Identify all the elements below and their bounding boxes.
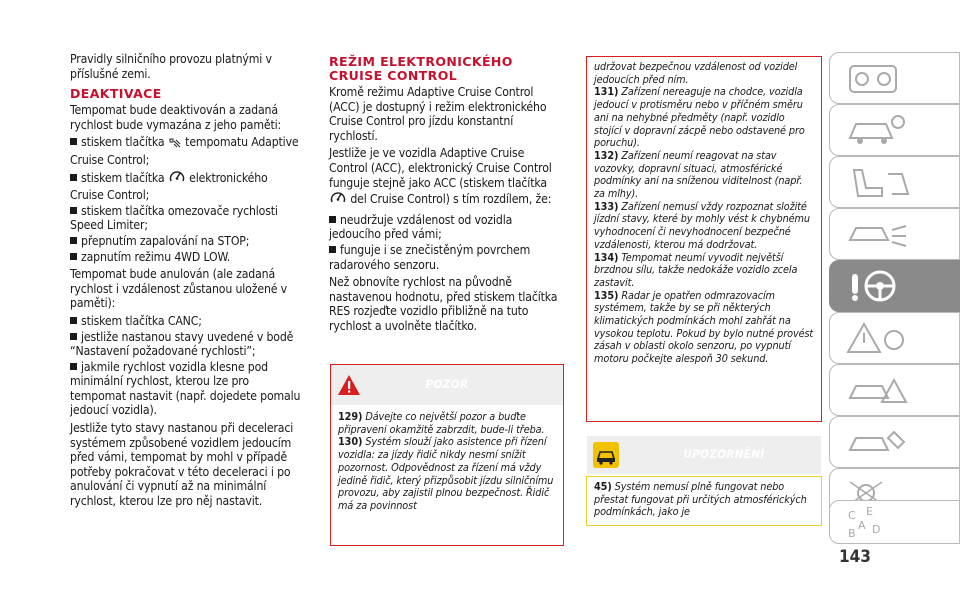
list-item: přepnutím zapalování na STOP; xyxy=(70,234,302,249)
cruise-acc-text: Jestliže je ve vozidla Adaptive Cruise Control (ACC), elektronický Cruise Control funguje stejně jako ACC (stiskem tlačítka del Cruise Control) s tím rozdílem, že: xyxy=(329,146,565,209)
tab-maintenance[interactable] xyxy=(829,416,960,468)
heading-deaktivace: DEAKTIVACE xyxy=(70,86,162,102)
upozorneni-title: UPOZORNĚNÍ xyxy=(683,447,765,461)
svg-text:E: E xyxy=(866,505,873,518)
bullet-icon xyxy=(70,333,77,340)
upozorneni-header xyxy=(587,436,821,474)
tab-index[interactable] xyxy=(829,500,960,544)
svg-text:D: D xyxy=(872,523,881,536)
list-item: 129) Dávejte co největší pozor a buďte připraveni okamžitě zabrzdit, bude-li třeba. xyxy=(338,410,545,436)
tab-dashboard[interactable] xyxy=(829,52,960,104)
heading-rezim-line1: REŽIM ELEKTRONICKÉHO xyxy=(329,54,513,69)
svg-text:A: A xyxy=(858,519,866,532)
list-item: 133) Zařízení nemusí vždy rozpoznat složité jízdní stavy, které by mohly vést k chybnému vyhodnocení či nevyhodnocení bezpečné vzdálenosti, kterou má dodržovat. xyxy=(594,199,810,251)
list-item: jestliže nastanou stavy uvedené v bodě “Nastavení požadované rychlosti”; xyxy=(70,329,294,359)
bullet-icon xyxy=(70,317,77,324)
pozor-header xyxy=(331,365,563,405)
tab-warning-lights[interactable] xyxy=(829,312,960,364)
page-number: 143 xyxy=(839,547,871,567)
tab-seats[interactable] xyxy=(829,156,960,208)
maintenance-icon xyxy=(842,424,942,462)
list-item: 134) Tempomat neumí vyvodit největší brzdnou sílu, takže nedokáže vozidlo zcela zastavit. xyxy=(594,250,798,289)
emergency-icon xyxy=(842,372,942,410)
intro-text: Pravidly silničního provozu platnými v příslušné zemi. xyxy=(70,52,272,81)
bullet-icon xyxy=(70,237,77,244)
deceleration-text: Jestliže tyto stavy nastanou při deceleraci systémem způsobené vozidlem jedoucím před vámi, tempomat by mohl v případě potřeby pokračovat v této deceleraci i po anulování či vypnutí až na minimální rychlost, kterou lze pro něj nastavit. xyxy=(70,421,294,509)
pozor-box xyxy=(330,364,564,546)
tab-emergency[interactable] xyxy=(829,364,960,416)
continued-text: udržovat bezpečnou vzdálenost od vozidel jedoucích před ním. xyxy=(594,60,798,86)
pozor-continued-box xyxy=(586,56,822,422)
bullet-icon xyxy=(70,253,77,260)
pozor-content xyxy=(331,405,563,513)
alphabet-index-icon xyxy=(842,503,942,541)
list-item: stiskem tlačítka tempomatu Adaptive Cruise Control; xyxy=(70,135,299,167)
heading-rezim-line2: CRUISE CONTROL xyxy=(329,68,458,83)
car-warning-icon xyxy=(593,442,619,472)
pozor-continued-content xyxy=(587,57,821,366)
column-2 xyxy=(329,55,565,337)
cruise-control-icon xyxy=(329,190,347,210)
car-info-icon xyxy=(842,112,942,150)
tab-car-info[interactable] xyxy=(829,104,960,156)
car-dashboard-icon xyxy=(842,60,942,98)
list-item: 135) Radar je opatřen odmrazovacím systémem, takže by se při některých klimatických podmínkách mohl zahřát na vysokou teplotu. Pokud by bylo nutné provést zásah v oblasti okolo senzoru, po vypnutí motoru počkejte alespoň 30 sekund. xyxy=(594,288,814,366)
bullet-icon xyxy=(329,246,336,253)
upozorneni-content xyxy=(587,477,821,523)
list-item: funguje i se znečistěným povrchem radarového senzoru. xyxy=(329,242,531,272)
bullet-icon xyxy=(70,174,77,181)
tab-lights[interactable] xyxy=(829,208,960,260)
list-item: zapnutím režimu 4WD LOW. xyxy=(70,250,302,265)
list-item: stiskem tlačítka elektronického Cruise Control; xyxy=(70,170,268,203)
deactivation-intro: Tempomat bude deaktivován a zadaná rychlost bude vymazána z jeho paměti: xyxy=(70,103,282,132)
list-item: 132) Zařízení neumí reagovat na stav vozovky, dopravní situaci, atmosférické podmínky ani na sníženou viditelnost (např. za mlhy). xyxy=(594,148,803,201)
cancel-intro: Tempomat bude anulován (ale zadaná rychlost i vzdálenost zůstanou uložené v paměti): xyxy=(70,267,288,311)
list-item: stiskem tlačítka CANC; xyxy=(70,314,302,329)
warning-lights-icon xyxy=(842,320,942,358)
svg-text:C: C xyxy=(848,509,856,522)
list-item: 130) Systém slouží jako asistence při řízení vozidla: za jízdy řidič nikdy nesmí snížit pozornost. Odpovědnost za řízení má vždy jedině řidič, který přizpůsobit jízdu silničnímu provozu, aby zajistil plnou bezpečnost. Řidič má za povinnost xyxy=(338,435,554,512)
bullet-icon xyxy=(70,207,77,214)
pozor-title: POZOR xyxy=(425,377,469,391)
list-item: stiskem tlačítka omezovače rychlosti Speed Limiter; xyxy=(70,203,278,233)
resume-text: Než obnovíte rychlost na původně nastavenou hodnotu, před stiskem tlačítka RES rozjeďte vozidlo přibližně na tuto rychlost a uvolněte tlačítko. xyxy=(329,275,558,333)
list-item: neudržuje vzdálenost od vozidla jedoucího před vámi; xyxy=(329,212,513,242)
cruise-control-icon xyxy=(168,169,186,189)
upozorneni-box xyxy=(586,476,822,526)
bullet-icon xyxy=(70,138,77,145)
key-steering-wheel-icon xyxy=(842,268,942,306)
list-item: jakmile rychlost vozidla klesne pod minimální rychlost, kterou lze pro tempomat nastavit (např. dojedete pomalu jedoucí vozidla). xyxy=(70,359,301,418)
column-1 xyxy=(70,52,302,512)
acc-button-icon xyxy=(168,137,182,153)
seat-icon xyxy=(842,164,942,202)
car-lights-icon xyxy=(842,216,942,254)
bullet-icon xyxy=(70,363,77,370)
tab-driving[interactable] xyxy=(829,260,960,312)
svg-text:B: B xyxy=(848,527,856,540)
list-item: 131) Zařízení nereaguje na chodce, vozidla jedoucí v protisměru nebo v příčném směru ani na nehybné předměty (např. vozidlo stojící v dopravní zácpě nebo odstavené pro poruchu). xyxy=(594,85,805,150)
list-item: 45) Systém nemusí plně fungovat nebo přestat fungovat při určitých atmosférických podmínkách, jako je xyxy=(594,480,807,519)
bullet-icon xyxy=(329,216,336,223)
cruise-intro: Kromě režimu Adaptive Cruise Control (ACC) je dostupný i režim elektronického Cruise Control pro jízdu konstantní rychlostí. xyxy=(329,85,547,143)
